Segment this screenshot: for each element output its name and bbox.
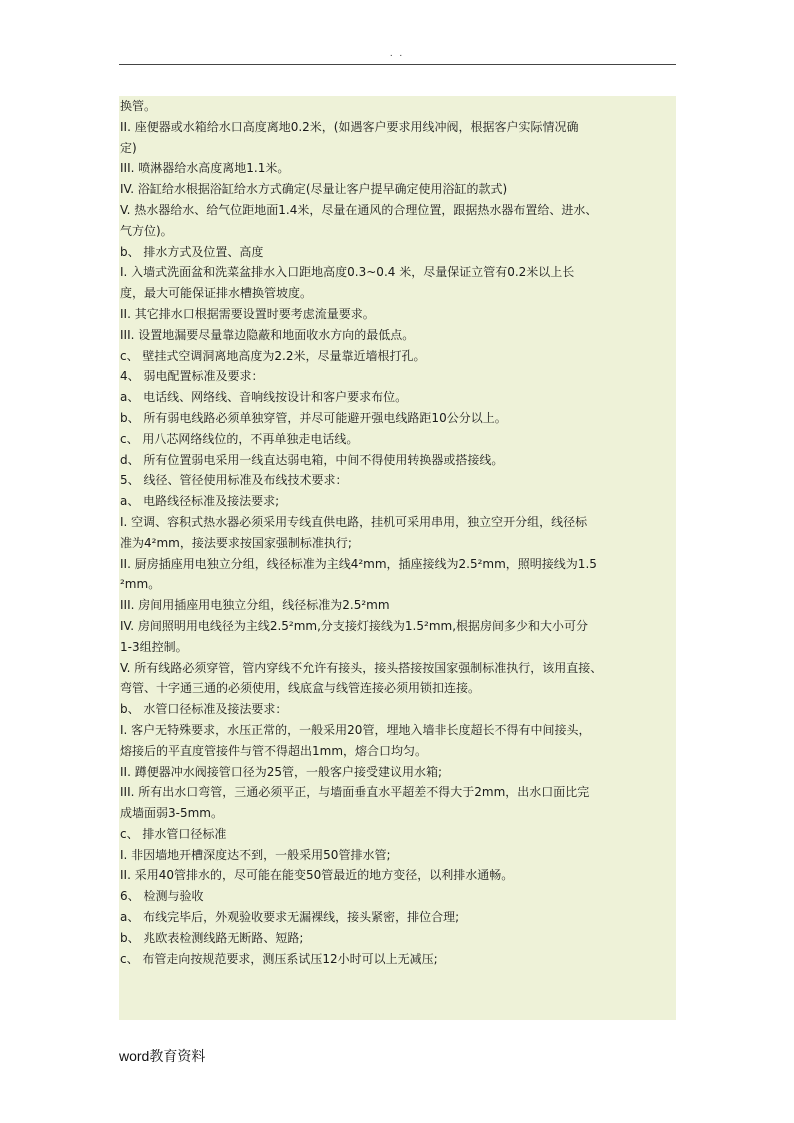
text-line: 弯管、十字通三通的必须使用，线底盒与线管连接必须用锁扣连接。: [120, 681, 481, 696]
text-line: I. 空调、容积式热水器必须采用专线直供电路，挂机可采用串用，独立空开分组，线径标: [120, 514, 588, 529]
text-line: III. 所有出水口弯管，三通必须平正，与墙面垂直水平超差不得大于2mm，出水口面比完: [120, 785, 590, 800]
text-line: III. 喷淋器给水高度离地1.1米。: [120, 161, 290, 176]
text-line: 6、 检测与验收: [120, 889, 204, 904]
text-line: IV. 房间照明用电线径为主线2.5²mm,分支接灯接线为1.5²mm,根据房间多少和大小可分: [120, 618, 589, 633]
text-line: II. 采用40管排水的，尽可能在能变50管最近的地方变径，以利排水通畅。: [120, 868, 514, 883]
text-line: b、 水管口径标准及接法要求：: [120, 702, 288, 717]
text-line: 气方位)。: [120, 223, 173, 238]
text-line: I. 客户无特殊要求，水压正常的，一般采用20管，埋地入墙非长度超长不得有中间接头，: [120, 722, 591, 737]
text-line: ²mm。: [120, 577, 161, 592]
text-line: III. 设置地漏要尽量靠边隐蔽和地面收水方向的最低点。: [120, 327, 415, 342]
text-line: II. 厨房插座用电独立分组，线径标准为主线4²mm，插座接线为2.5²mm，照明接线为1.5: [120, 556, 597, 571]
text-line: 定): [120, 140, 137, 155]
text-line: V. 热水器给水、给气位距地面1.4米，尽量在通风的合理位置，跟据热水器布置给、进水、: [120, 202, 598, 217]
text-line: a、 布线完毕后，外观验收要求无漏裸线，接头紧密，排位合理;: [120, 910, 460, 925]
text-line: a、 电话线、网络线、音响线按设计和客户要求布位。: [120, 390, 408, 405]
text-line: I. 非因墙地开槽深度达不到，一般采用50管排水管;: [120, 847, 391, 862]
text-line: V. 所有线路必须穿管，管内穿线不允许有接头，接头搭接按国家强制标准执行，该用直接、: [120, 660, 603, 675]
text-line: 5、 线径、管径使用标准及布线技术要求：: [120, 473, 348, 488]
header-divider: [119, 64, 676, 65]
text-line: b、 排水方式及位置、高度: [120, 244, 264, 259]
text-line: c、 布管走向按规范要求，测压系试压12小时可以上无减压;: [120, 951, 438, 966]
page-footer: word教育资料: [119, 1048, 206, 1064]
text-line: III. 房间用插座用电独立分组，线径标准为2.5²mm: [120, 598, 390, 613]
text-line: 1-3组控制。: [120, 639, 188, 654]
text-line: c、 壁挂式空调洞离地高度为2.2米，尽量靠近墙根打孔。: [120, 348, 426, 363]
text-line: II. 其它排水口根据需要设置时要考虑流量要求。: [120, 306, 375, 321]
text-line: 换管。: [120, 99, 157, 113]
page-header-mark: . .: [389, 48, 405, 59]
text-line: b、 所有弱电线路必须单独穿管，并尽可能避开强电线路距10公分以上。: [120, 410, 507, 425]
document-body: [119, 96, 676, 1020]
text-line: I. 入墙式洗面盆和洗菜盆排水入口距地高度0.3~0.4 米，尽量保证立管有0.2米以上长: [120, 265, 575, 280]
text-line: IV. 浴缸给水根据浴缸给水方式确定(尽量让客户提早确定使用浴缸的款式): [120, 182, 508, 197]
text-line: II. 蹲便器冲水阀接管口径为25管，一般客户接受建议用水箱;: [120, 764, 443, 779]
text-line: a、 电路线径标准及接法要求;: [120, 494, 280, 509]
text-line: d、 所有位置弱电采用一线直达弱电箱，中间不得使用转换器或搭接线。: [120, 452, 504, 467]
text-line: 准为4²mm，接法要求按国家强制标准执行;: [120, 535, 352, 550]
text-line: II. 座便器或水箱给水口高度离地0.2米，(如遇客户要求用线冲阀，根据客户实际情况确: [120, 119, 579, 134]
text-line: 成墙面弱3-5mm。: [120, 806, 223, 821]
text-line: 4、 弱电配置标准及要求：: [120, 369, 264, 384]
text-line: c、 用八芯网络线位的，不再单独走电话线。: [120, 431, 359, 446]
text-line: b、 兆欧表检测线路无断路、短路;: [120, 930, 304, 945]
text-line: 度，最大可能保证排水槽换管坡度。: [120, 286, 313, 301]
text-line: 熔接后的平直度管接件与管不得超出1mm，熔合口均匀。: [120, 743, 428, 758]
text-line: c、 排水管口径标准: [120, 826, 227, 841]
